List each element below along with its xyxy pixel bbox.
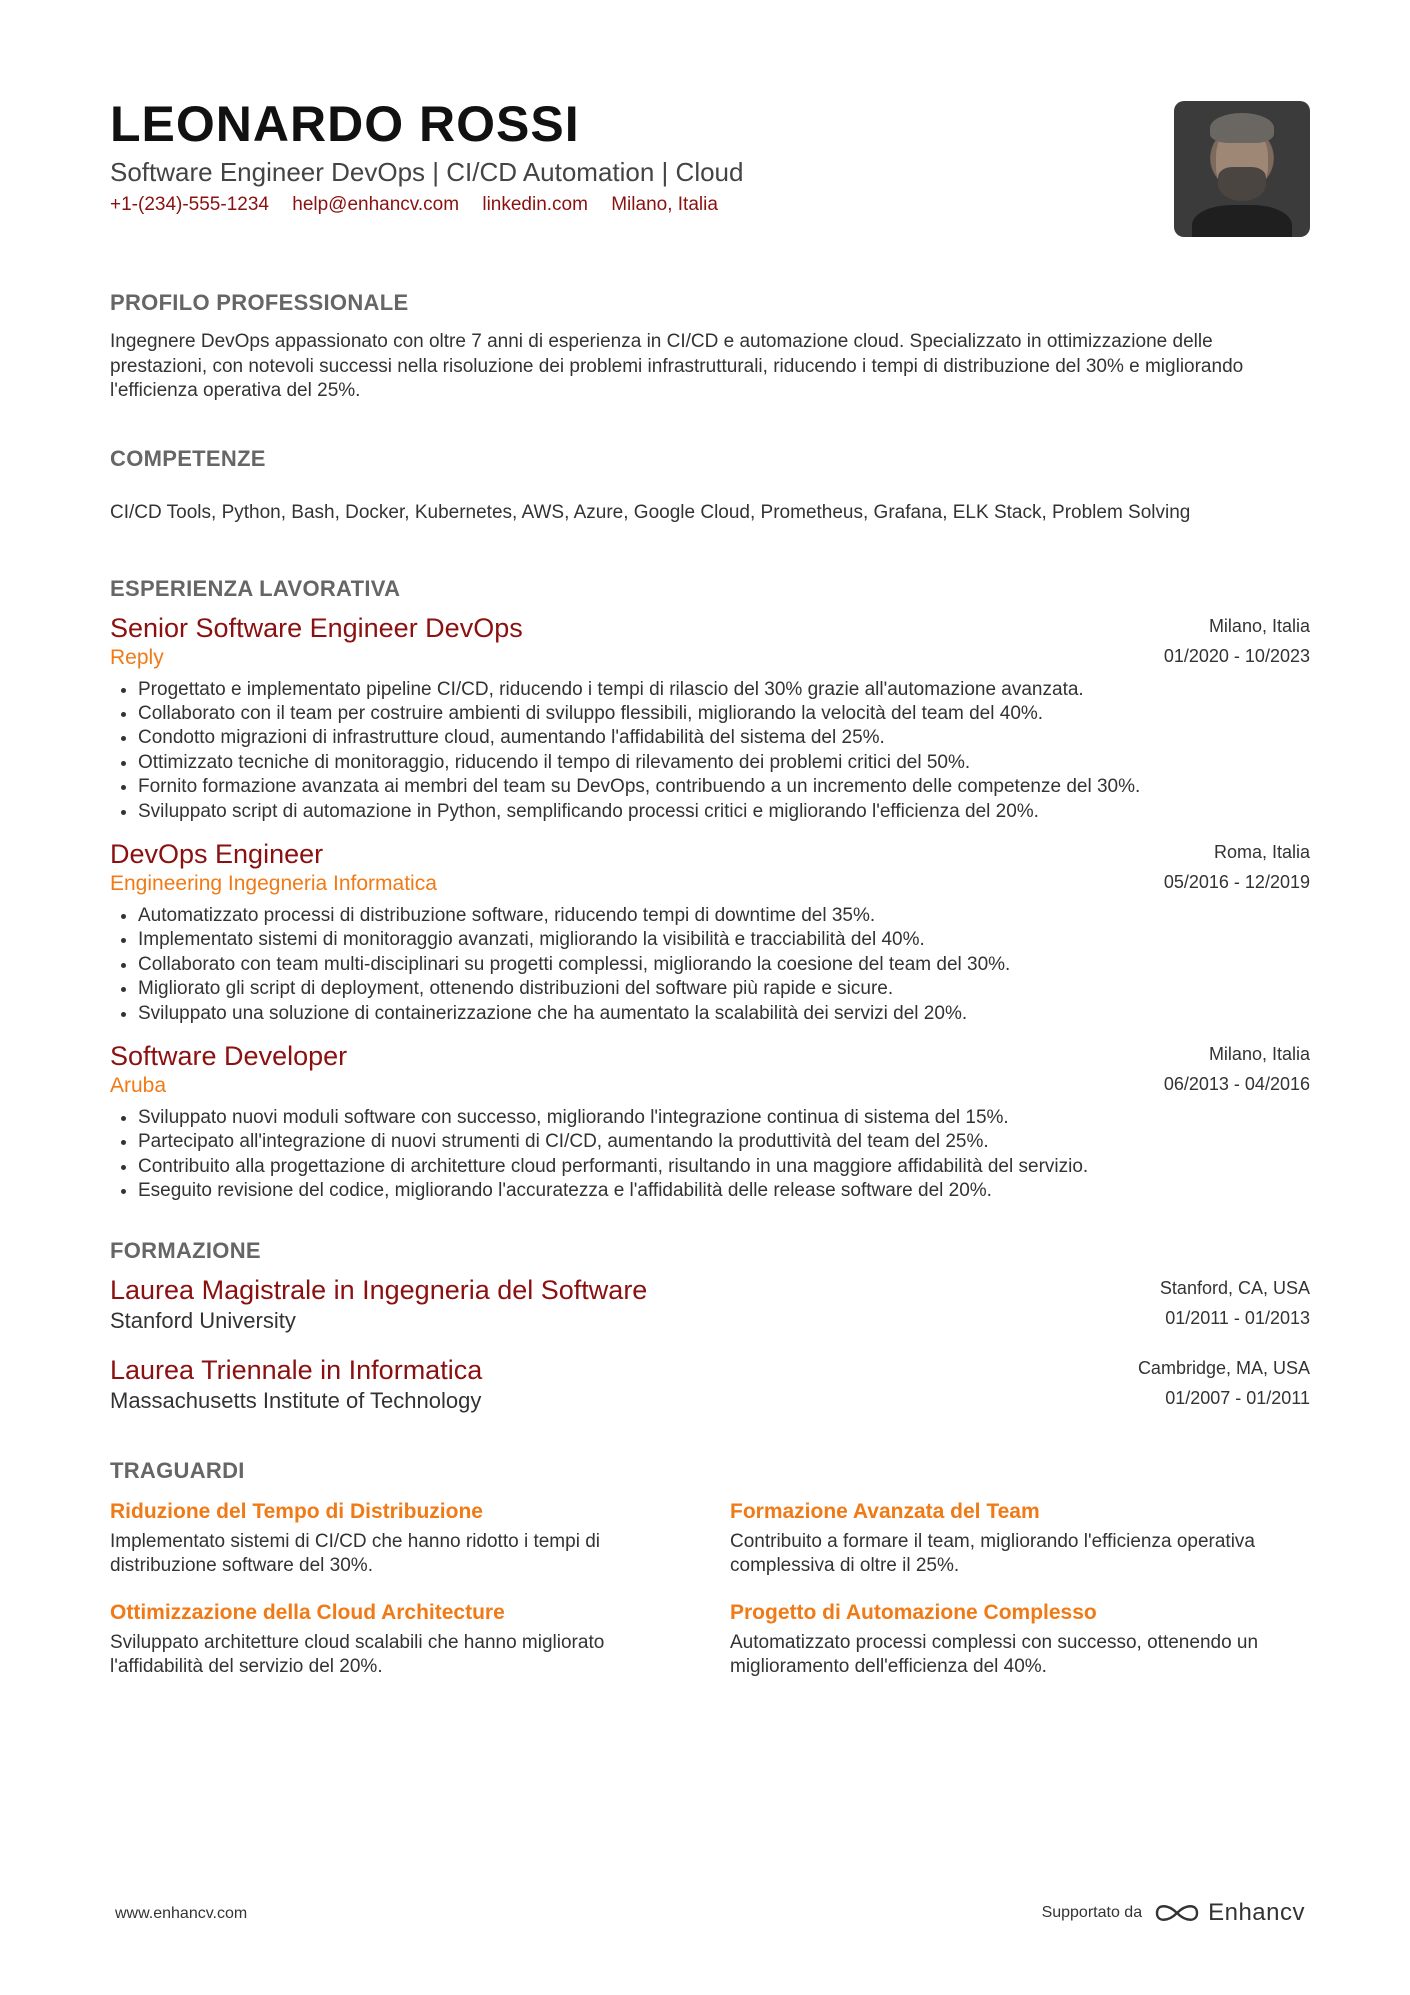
degree-title: Laurea Triennale in Informatica: [110, 1354, 483, 1385]
job-bullet: • Eseguito revisione del codice, migliorando l'accuratezza e l'affidabilità delle release software del 20%.: [138, 1179, 1310, 1203]
section-title-experience: ESPERIENZA LAVORATIVA: [110, 575, 401, 601]
powered-by: [1042, 1899, 1305, 1927]
job-company: Engineering Ingegneria Informatica: [110, 871, 437, 895]
resume-page: [110, 96, 1310, 1680]
job-title: Software Developer: [110, 1040, 348, 1071]
job-bullets: [110, 904, 1310, 1026]
education-dates: 01/2007 - 01/2011: [1165, 1387, 1310, 1408]
job-bullet: • Condotto migrazioni di infrastrutture cloud, aumentando l'affidabilità del sistema del 25%.: [138, 726, 1310, 750]
skills-list: CI/CD Tools, Python, Bash, Docker, Kubernetes, AWS, Azure, Google Cloud, Prometheus, Grafana, ELK Stack, Problem Solving: [110, 501, 1191, 523]
section-title-achievements: TRAGUARDI: [110, 1457, 245, 1483]
achievement-title: Ottimizzazione della Cloud Architecture: [110, 1600, 505, 1624]
school-location: Cambridge, MA, USA: [1137, 1357, 1310, 1378]
enhancv-brand-name: Enhancv: [1208, 1899, 1305, 1926]
section-title-skills: COMPETENZE: [110, 445, 266, 471]
job-bullet: • Sviluppato script di automazione in Python, semplificando processi critici e migliorando l'efficienza del 20%.: [138, 800, 1310, 824]
achievement-description: Sviluppato architetture cloud scalabili che hanno migliorato l'affidabilità del servizio del 20%.: [110, 1631, 605, 1678]
linkedin-link[interactable]: linkedin.com: [482, 194, 588, 215]
job-title: DevOps Engineer: [110, 838, 324, 869]
job-company: Reply: [110, 645, 164, 669]
job-location: Roma, Italia: [1213, 841, 1310, 862]
job-bullet: • Migliorato gli script di deployment, ottenendo distribuzioni del software più rapide e sicure.: [138, 977, 1310, 1001]
job-bullet: • Collaborato con team multi-disciplinari su progetti complessi, migliorando la coesione del team del 30%.: [138, 953, 1310, 977]
achievement-item: [110, 1498, 670, 1579]
profile-summary: Ingegnere DevOps appassionato con oltre 7 anni di esperienza in CI/CD e automazione cloud. Specializzato in ottimizzazione delle prestazioni, con notevoli successi nella risoluzione dei problemi infrastrutturali, riducendo i tempi di distribuzione del 30% e migliorando l'efficienza operativa del 25%.: [110, 331, 1244, 401]
location-text: Milano, Italia: [611, 194, 718, 215]
job-location: Milano, Italia: [1208, 1043, 1310, 1064]
achievement-item: [730, 1498, 1290, 1579]
profile-section: [110, 290, 1310, 404]
section-title-profile: PROFILO PROFESSIONALE: [110, 290, 409, 315]
school-name: Massachusetts Institute of Technology: [110, 1387, 482, 1413]
job-entry: [110, 1040, 1310, 1204]
achievement-title: Formazione Avanzata del Team: [730, 1499, 1040, 1523]
job-company: Aruba: [110, 1073, 167, 1097]
achievement-description: Contribuito a formare il team, migliorando l'efficienza operativa complessiva di oltre il 25%.: [730, 1530, 1255, 1577]
job-dates: 05/2016 - 12/2019: [1163, 871, 1310, 892]
job-bullets: [110, 678, 1310, 824]
education-section: [110, 1238, 1310, 1416]
achievement-item: [730, 1599, 1290, 1680]
job-bullet: • Progettato e implementato pipeline CI/CD, riducendo i tempi di rilascio del 30% grazie all'automazione avanzata.: [138, 678, 1310, 702]
footer-website-link[interactable]: www.enhancv.com: [115, 1905, 248, 1922]
achievement-item: [110, 1599, 670, 1680]
school-location: Stanford, CA, USA: [1159, 1277, 1310, 1298]
job-bullet: • Automatizzato processi di distribuzione software, riducendo tempi di downtime del 35%.: [138, 904, 1310, 928]
education-dates: 01/2011 - 01/2013: [1165, 1307, 1310, 1328]
job-bullets: [110, 1106, 1310, 1204]
page-footer: [115, 1895, 1305, 1935]
section-title-education: FORMAZIONE: [110, 1237, 261, 1263]
email-link[interactable]: help@enhancv.com: [292, 194, 460, 215]
job-dates: 06/2013 - 04/2016: [1163, 1073, 1310, 1094]
profile-photo: [1174, 101, 1310, 237]
job-bullet: • Ottimizzato tecniche di monitoraggio, riducendo il tempo di rilevamento dei problemi critici del 50%.: [138, 751, 1310, 775]
job-bullet: • Sviluppato una soluzione di containerizzazione che ha aumentato la scalabilità dei servizi del 20%.: [138, 1002, 1310, 1026]
job-bullet: • Partecipato all'integrazione di nuovi strumenti di CI/CD, aumentando la produttività del team del 25%.: [138, 1130, 1310, 1154]
job-title: Senior Software Engineer DevOps: [110, 612, 523, 643]
job-bullet: • Contribuito alla progettazione di architetture cloud performanti, risultando in una maggiore affidabilità del servizio.: [138, 1155, 1310, 1179]
school-name: Stanford University: [110, 1307, 296, 1333]
education-entry: [110, 1274, 1310, 1336]
achievement-description: Automatizzato processi complessi con successo, ottenendo un miglioramento dell'efficienza del 40%.: [730, 1631, 1259, 1678]
experience-section: [110, 576, 1310, 1204]
achievement-description: Implementato sistemi di CI/CD che hanno ridotto i tempi di distribuzione software del 30%.: [110, 1530, 600, 1577]
job-dates: 01/2020 - 10/2023: [1163, 645, 1310, 666]
job-bullet: • Implementato sistemi di monitoraggio avanzati, migliorando la visibilità e tracciabilità del 40%.: [138, 928, 1310, 952]
contact-info: [110, 194, 1310, 216]
phone-link[interactable]: +1-(234)-555-1234: [110, 194, 269, 215]
skills-section: [110, 446, 1310, 524]
job-entry: [110, 612, 1310, 824]
degree-title: Laurea Magistrale in Ingegneria del Software: [110, 1274, 648, 1305]
achievements-section: [110, 1458, 1310, 1680]
education-entry: [110, 1354, 1310, 1416]
job-entry: [110, 838, 1310, 1026]
candidate-name: LEONARDO ROSSI: [110, 96, 580, 152]
candidate-headline: Software Engineer DevOps | CI/CD Automation | Cloud: [110, 157, 744, 187]
job-bullet: • Fornito formazione avanzata ai membri del team su DevOps, contribuendo a un incremento delle competenze del 30%.: [138, 775, 1310, 799]
achievement-title: Progetto di Automazione Complesso: [730, 1600, 1097, 1624]
job-location: Milano, Italia: [1208, 615, 1310, 636]
achievement-title: Riduzione del Tempo di Distribuzione: [110, 1499, 483, 1523]
achievements-grid: [110, 1498, 1310, 1680]
job-bullet: • Sviluppato nuovi moduli software con successo, migliorando l'integrazione continua di sistema del 15%.: [138, 1106, 1310, 1130]
powered-by-label: Supportato da: [1041, 1904, 1143, 1921]
resume-header: [110, 96, 1310, 246]
enhancv-logo-icon: [1154, 1900, 1200, 1926]
job-bullet: • Collaborato con il team per costruire ambienti di sviluppo flessibili, migliorando la velocità del team del 40%.: [138, 702, 1310, 726]
